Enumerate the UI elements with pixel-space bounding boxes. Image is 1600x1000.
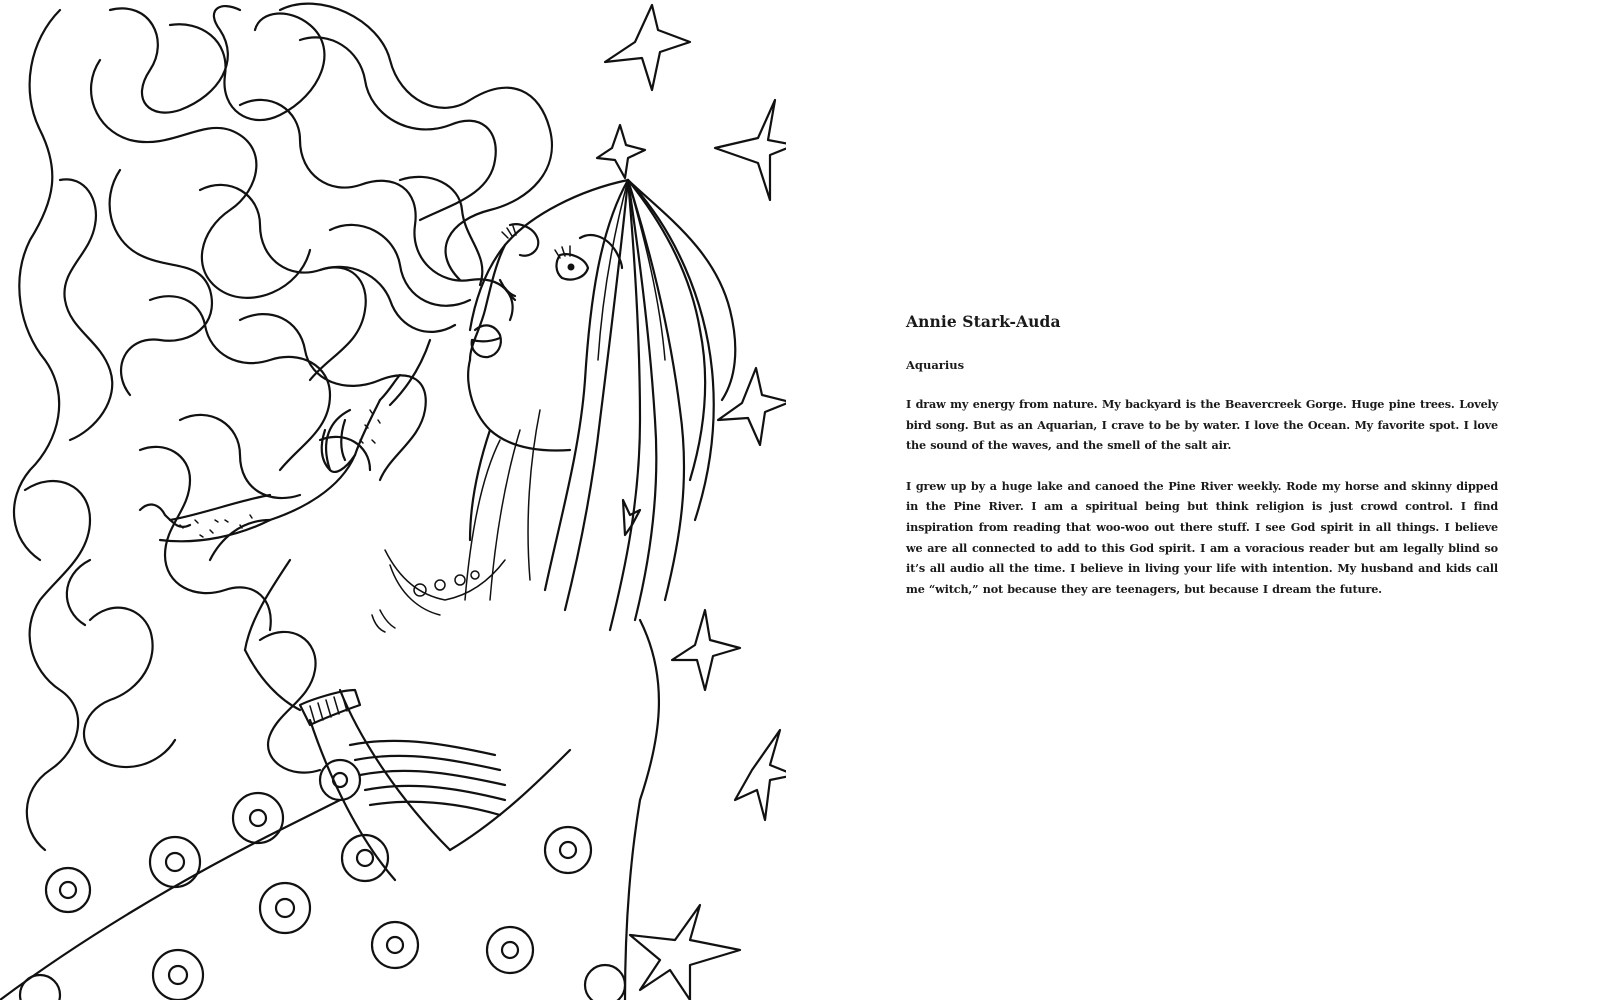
coloring-illustration: [0, 0, 786, 1000]
artist-bio: [906, 310, 1498, 619]
body: [0, 340, 659, 1000]
illustration-page: [0, 0, 786, 1000]
polka-dots: [20, 760, 625, 1000]
bio-paragraph-2: I grew up by a huge lake and canoed the Pine River weekly. Rode my horse and skinny dipped in the Pine River. I am a spiritual being but think religion is just crowd control. I find inspiration from reading that woo-woo out there stuff. I see God spirit in all things. I believe we are all connected to add to this God spirit. I am a voracious reader but am legally blind so it’s all audio all the time. I believe in living your life with intention. My husband and kids call me “witch,” not because they are teenagers, but because I dream the future.: [906, 478, 1498, 596]
artist-name: Annie Stark-Auda: [906, 312, 1061, 331]
text-page: [786, 0, 1600, 1000]
hair: [465, 180, 735, 630]
smoke-swirls: [14, 4, 552, 850]
face: [468, 224, 622, 450]
bio-paragraph-1: I draw my energy from nature. My backyard is the Beavercreek Gorge. Huge pine trees. Lovely bird song. But as an Aquarian, I crave to be by water. I love the Ocean. My favorite spot. I love the sound of the waves, and the smell of the salt air.: [906, 397, 1498, 453]
zodiac-sign: Aquarius: [906, 358, 965, 372]
stars: [597, 5, 786, 1000]
